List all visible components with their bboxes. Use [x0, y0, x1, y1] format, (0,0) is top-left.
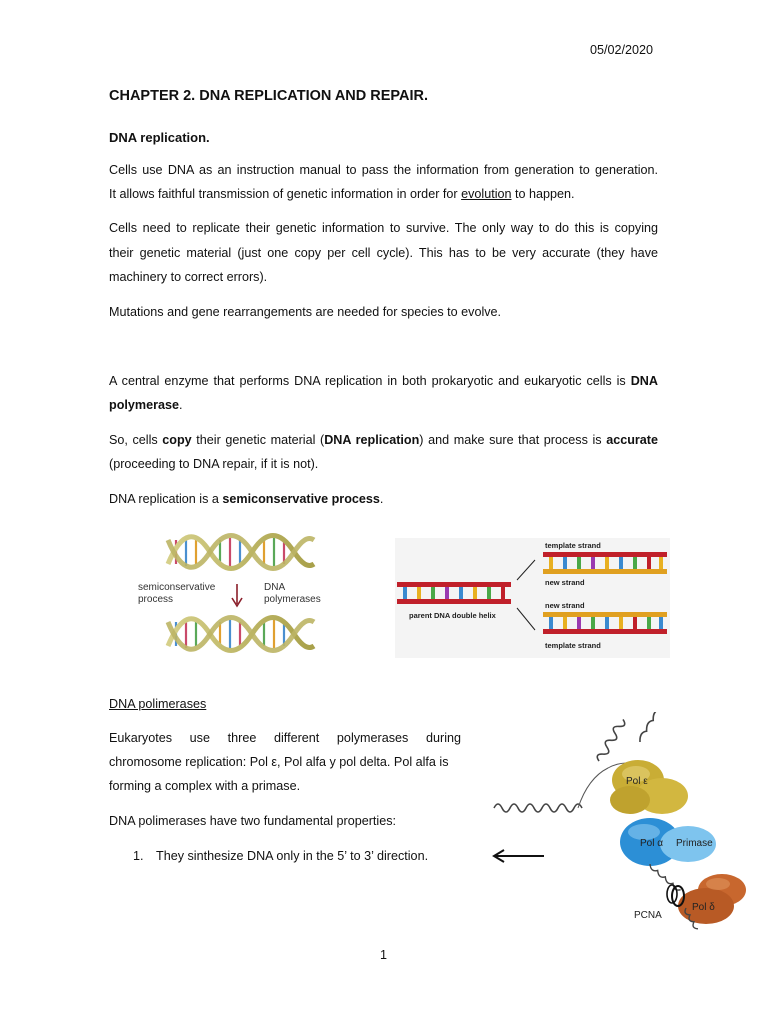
- page-number: 1: [380, 948, 388, 962]
- paragraph-3: Mutations and gene rearrangements are needed for species to evolve.: [109, 305, 502, 319]
- paragraph-6: [109, 492, 383, 506]
- left-arrow-icon: [490, 848, 548, 864]
- polimerases-paragraph-line-3: forming a complex with a primase.: [109, 779, 301, 793]
- pol-alpha-label: Pol α: [640, 838, 664, 849]
- polimerases-heading: DNA polimerases: [109, 697, 207, 711]
- paragraph-4-line-1: [109, 374, 658, 388]
- emphasis-text: semiconservative process: [222, 492, 380, 506]
- bottom-double-helix-icon: [168, 618, 314, 651]
- left-dna-coil-icon: [494, 804, 582, 812]
- emphasis-text: accurate: [606, 433, 658, 447]
- top-double-helix-icon: [168, 536, 314, 569]
- figure1-label-right-2: polymerases: [264, 594, 321, 605]
- replisome-figure: [490, 712, 760, 942]
- section-title: DNA replication.: [109, 130, 210, 145]
- emphasis-text: DNA replication: [324, 433, 420, 447]
- polimerases-paragraph-line-1: Eukaryotes use three different polymerases during: [109, 731, 461, 745]
- figure1-label-right-1: DNA: [264, 582, 286, 593]
- emphasis-text: DNA: [630, 374, 658, 388]
- paragraph-text: their genetic material (: [191, 433, 325, 447]
- figure1-label-left-1: semiconservative: [138, 582, 216, 593]
- paragraph-5-line-2: (proceeding to DNA repair, if it is not).: [109, 457, 319, 471]
- paragraph-text: So, cells: [109, 433, 163, 447]
- pol-epsilon-label: Pol ε: [626, 776, 648, 787]
- paragraph-text: DNA replication is a: [109, 492, 223, 506]
- paragraph-5-line-1: [109, 433, 658, 447]
- evolution-link: evolution: [461, 187, 512, 201]
- paragraph-2-line-1: Cells need to replicate their genetic information to survive. The only way to do this is copying: [109, 221, 658, 235]
- emphasis-text: polymerase: [109, 398, 180, 412]
- paragraph-text: A central enzyme that performs DNA replication in both prokaryotic and eukaryotic cells is: [109, 374, 631, 388]
- paragraph-text: .: [179, 398, 183, 412]
- pol-delta-label: Pol δ: [692, 902, 715, 913]
- chapter-title: CHAPTER 2. DNA REPLICATION AND REPAIR.: [109, 88, 429, 104]
- paragraph-1-line-1: Cells use DNA as an instruction manual to pass the information from generation to generation.: [109, 163, 658, 177]
- primase-label: Primase: [676, 838, 713, 849]
- figure1-label-left-2: process: [138, 594, 174, 605]
- paragraph-2-line-3: machinery to correct errors).: [109, 270, 268, 284]
- paragraph-text: to happen.: [511, 187, 575, 201]
- parent-dna-label: parent DNA double helix: [409, 611, 496, 620]
- template-strand-top-label: template strand: [545, 541, 601, 550]
- new-strand-top-label: new strand: [545, 578, 585, 587]
- paragraph-text: It allows faithful transmission of genetic information in order for: [109, 187, 462, 201]
- document-date: 05/02/2020: [590, 43, 654, 57]
- pol-delta-icon: [678, 874, 746, 924]
- top-dna-coil-icon: [596, 717, 627, 763]
- paragraph-text: ) and make sure that process is: [419, 433, 607, 447]
- template-strand-bottom-label: template strand: [545, 641, 601, 650]
- polimerases-paragraph-2: DNA polimerases have two fundamental properties:: [109, 814, 397, 828]
- emphasis-text: copy: [162, 433, 192, 447]
- list-number: 1.: [133, 849, 144, 863]
- pol-epsilon-icon: [610, 760, 688, 814]
- list-item-1: They sinthesize DNA only in the 5’ to 3’ direction.: [156, 849, 429, 863]
- polimerases-paragraph-line-2: chromosome replication: Pol ε, Pol alfa y pol delta. Pol alfa is: [109, 755, 449, 769]
- strand-replication-figure: [395, 538, 670, 658]
- paragraph-1-line-2: [109, 187, 575, 201]
- paragraph-2-line-2: their genetic material (just one copy per cell cycle). This has to be very accurate (they have: [109, 246, 658, 260]
- semiconservative-replication-figure: [132, 528, 332, 660]
- down-arrow-icon: [232, 584, 242, 606]
- pcna-label: PCNA: [634, 910, 662, 921]
- new-strand-bottom-label: new strand: [545, 601, 585, 610]
- paragraph-4-line-2: [109, 398, 183, 412]
- paragraph-text: .: [379, 492, 384, 506]
